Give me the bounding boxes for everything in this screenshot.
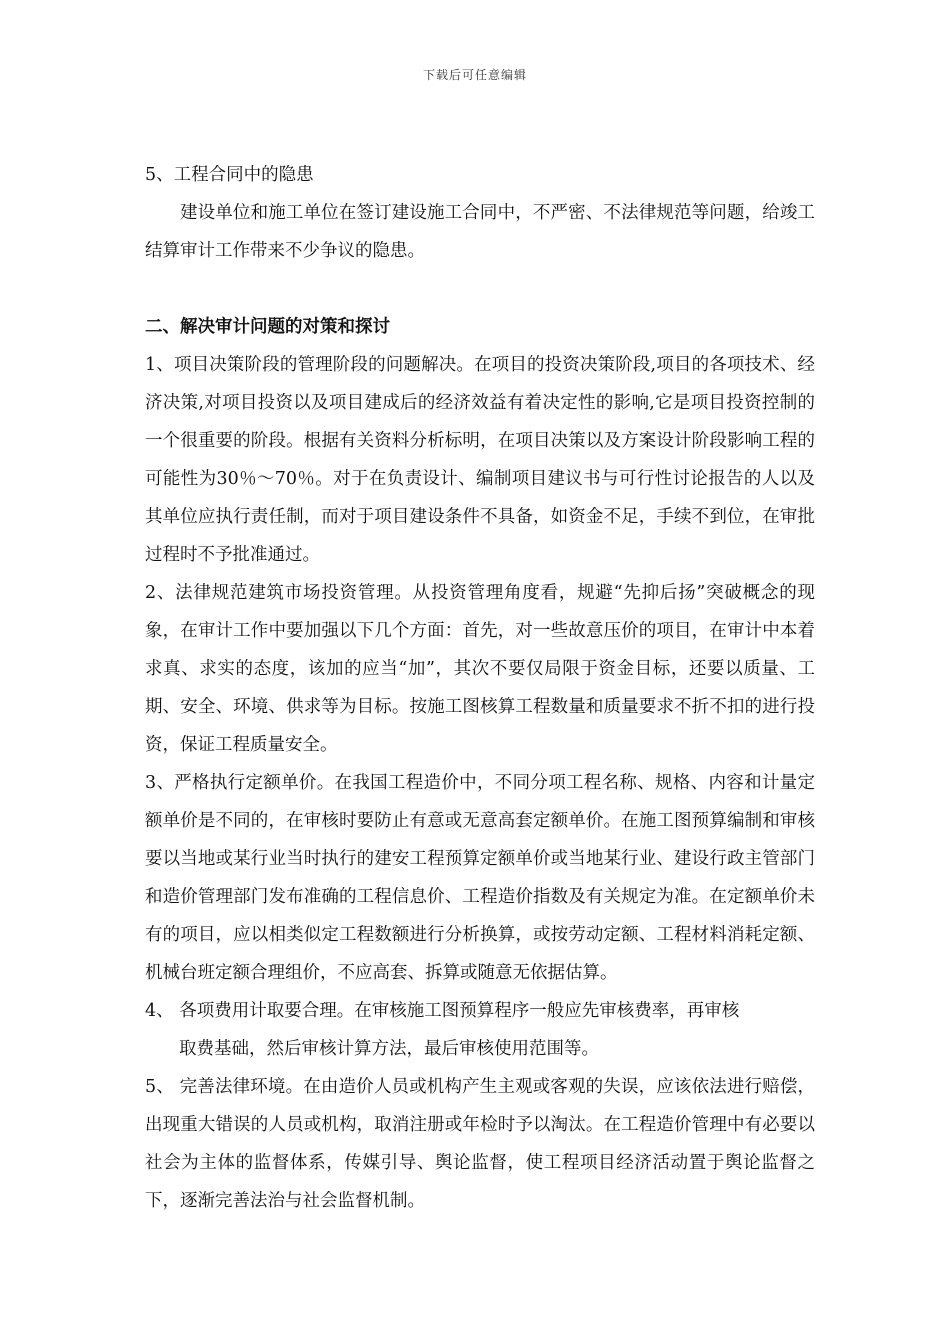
section2-item-2: 2、法律规范建筑市场投资管理。从投资管理角度看，规避“先抑后扬”突破概念的现象，在审计工作中要加强以下几个方面：首先，对一些故意压价的项目，在审计中本着求真、求实的态度，该加的应当“加”，其次不要仅局限于资金目标，还要以质量、工期、安全、环境、供求等为目标。按施工图核算工程数量和质量要求不折不扣的进行投资，保证工程质量安全。 [145, 583, 815, 755]
section-item-5-title: 5、工程合同中的隐患 [145, 165, 314, 185]
section-item-5-body: 建设单位和施工单位在签订建设施工合同中，不严密、不法律规范等问题，给竣工结算审计工作带来不少争议的隐患。 [145, 203, 815, 261]
section2-item-1: 1、项目决策阶段的管理阶段的问题解决。在项目的投资决策阶段,项目的各项技术、经济决策,对项目投资以及项目建成后的经济效益有着决定性的影响,它是项目投资控制的一个很重要的阶段。根据有关资料分析标明，在项目决策以及方案设计阶段影响工程的可能性为30％～70％。对于在负责设计、编制项目建议书与可行性讨论报告的人以及其单位应执行责任制，而对于项目建设条件不具备，如资金不足，手续不到位，在审批过程时不予批准通过。 [145, 355, 815, 565]
paragraph-gap [145, 270, 815, 308]
section2-item-4-line-2: 取费基础，然后审核计算方法，最后审核使用范围等。 [179, 1039, 599, 1059]
section2-item-4-line-1: 4、 各项费用计取要合理。在审核施工图预算程序一般应先审核费率，再审核 [145, 1001, 740, 1021]
section2-item-5: 5、 完善法律环境。在由造价人员或机构产生主观或客观的失误，应该依法进行赔偿，出现重大错误的人员或机构，取消注册或年检时予以淘汰。在工程造价管理中有必要以社会为主体的监督体系，传媒引导、舆论监督，使工程项目经济活动置于舆论监督之下，逐渐完善法治与社会监督机制。 [145, 1077, 815, 1211]
section-heading: 二、解决审计问题的对策和探讨 [145, 317, 390, 337]
page-header: 下载后可任意编辑 [422, 68, 527, 82]
document-body [145, 156, 815, 1220]
section2-item-3: 3、严格执行定额单价。在我国工程造价中，不同分项工程名称、规格、内容和计量定额单价是不同的，在审核时要防止有意或无意高套定额单价。在施工图预算编制和审核要以当地或某行业当时执行的建安工程预算定额单价或当地某行业、建设行政主管部门和造价管理部门发布准确的工程信息价、工程造价指数及有关规定为准。在定额单价未有的项目，应以相类似定工程数额进行分析换算，或按劳动定额、工程材料消耗定额、机械台班定额合理组价，不应高套、拆算或随意无依据估算。 [145, 773, 815, 983]
